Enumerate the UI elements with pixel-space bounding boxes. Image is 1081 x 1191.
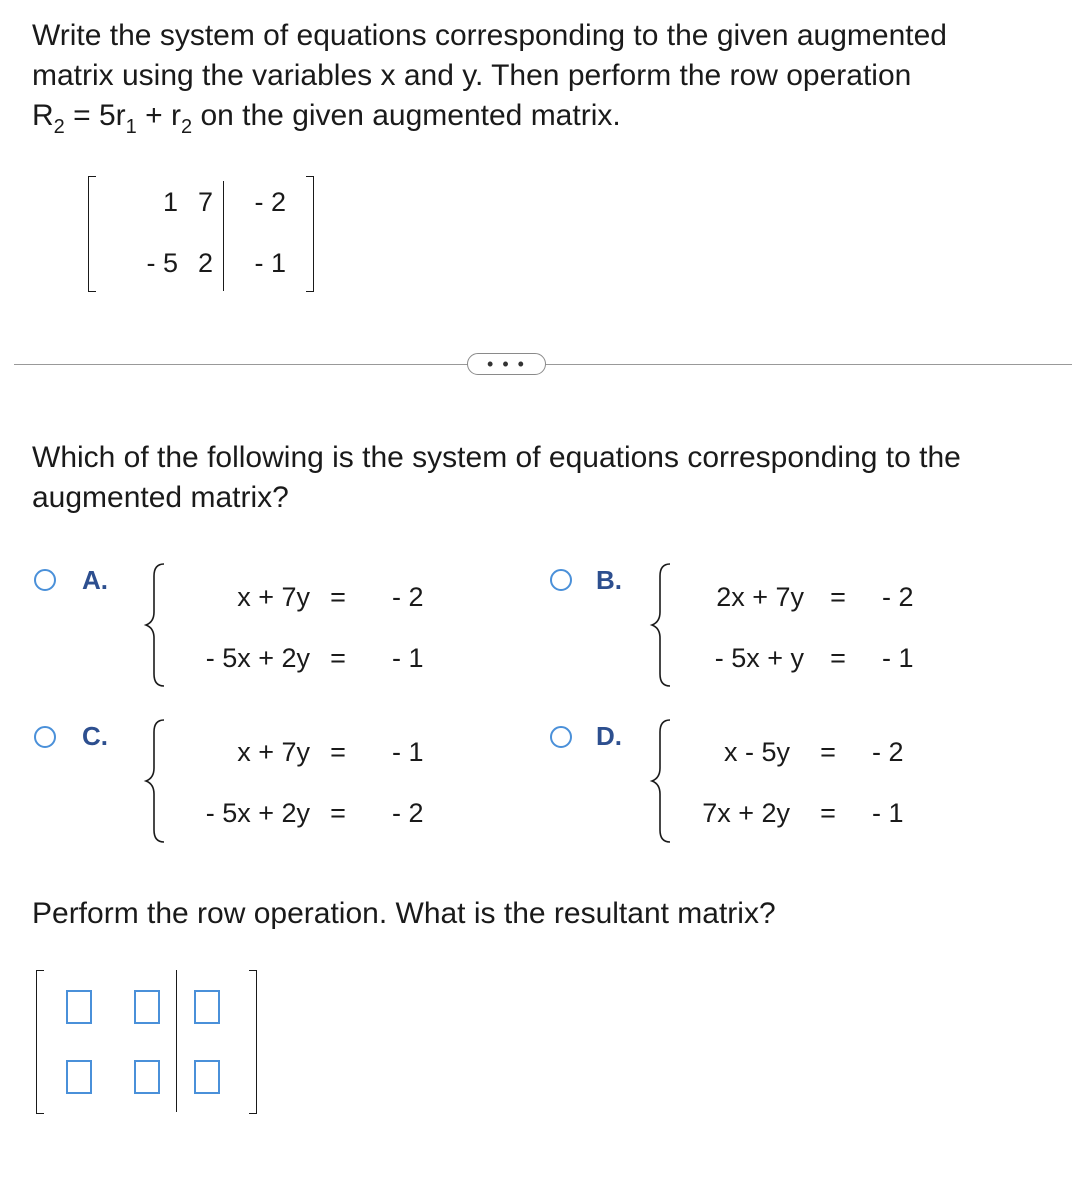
option-c-letter: C. xyxy=(82,721,108,751)
matrix-cell-r2c3: - 1 xyxy=(254,248,286,278)
question-line-2: matrix using the variables x and y. Then perform the row operation xyxy=(32,59,912,92)
option-a-radio[interactable] xyxy=(34,569,56,591)
option-b-eq1-left: 2x + 7y xyxy=(716,582,804,612)
option-d-eq1-right: - 2 xyxy=(872,737,904,767)
matrix-right-bracket xyxy=(306,176,314,292)
option-a-eq2-right: - 1 xyxy=(392,643,424,673)
option-a-eq1-right: - 2 xyxy=(392,582,424,612)
option-b-radio[interactable] xyxy=(550,569,572,591)
matrix-cell-r1c3: - 2 xyxy=(254,187,286,217)
matrix-cell-r2c2: 2 xyxy=(197,248,213,278)
answer-input-r1c2[interactable] xyxy=(134,990,160,1024)
option-c-eq1-right: - 1 xyxy=(392,737,424,767)
matrix-divider xyxy=(223,181,224,291)
option-c-eq2-equals: = xyxy=(330,798,346,828)
option-d-eq2-right: - 1 xyxy=(872,798,904,828)
matrix-cell-r1c1: 1 xyxy=(162,187,178,217)
matrix-left-bracket xyxy=(88,176,96,292)
option-b-eq2-right: - 1 xyxy=(882,643,914,673)
option-d-eq2-left: 7x + 2y xyxy=(702,798,790,828)
answer-input-r2c2[interactable] xyxy=(134,1060,160,1094)
matrix-cell-r2c1: - 5 xyxy=(146,248,178,278)
question-2-line-2: augmented matrix? xyxy=(32,481,289,514)
option-b-eq2-left: - 5x + y xyxy=(714,643,804,673)
question-2-text xyxy=(32,438,1062,518)
option-d-eq1-left: x - 5y xyxy=(723,737,790,767)
option-c-eq2-left: - 5x + 2y xyxy=(205,798,310,828)
answer-input-r2c3[interactable] xyxy=(194,1060,220,1094)
question-3-text: Perform the row operation. What is the resultant matrix? xyxy=(32,897,776,930)
question-text xyxy=(32,16,1052,139)
matrix-cell-r1c2: 7 xyxy=(197,187,213,217)
question-2-line-1: Which of the following is the system of equations corresponding to the xyxy=(32,441,961,474)
option-b-eq2-equals: = xyxy=(830,643,846,673)
option-b-eq1-right: - 2 xyxy=(882,582,914,612)
option-b-letter: B. xyxy=(596,565,622,595)
option-c-eq1-left: x + 7y xyxy=(237,737,310,767)
answer-input-r2c1[interactable] xyxy=(66,1060,92,1094)
option-a-letter: A. xyxy=(82,565,108,595)
answer-input-r1c3[interactable] xyxy=(194,990,220,1024)
option-d-eq1-equals: = xyxy=(820,737,836,767)
option-c-eq2-right: - 2 xyxy=(392,798,424,828)
show-more-button[interactable]: • • • xyxy=(467,353,546,375)
answer-matrix-divider xyxy=(176,970,177,1112)
question-line-3: $R_2 = 5r_1 + r_2$ on the given augmented matrix. xyxy=(32,99,621,138)
option-d-eq2-equals: = xyxy=(820,798,836,828)
option-d-radio[interactable] xyxy=(550,726,572,748)
option-b-eq1-equals: = xyxy=(830,582,846,612)
answer-matrix-right-bracket xyxy=(249,970,257,1114)
answer-input-r1c1[interactable] xyxy=(66,990,92,1024)
option-a-eq2-equals: = xyxy=(330,643,346,673)
question-line-1: Write the system of equations corresponding to the given augmented xyxy=(32,19,947,52)
option-a-eq1-left: x + 7y xyxy=(237,582,310,612)
option-a-eq1-equals: = xyxy=(330,582,346,612)
option-c-radio[interactable] xyxy=(34,726,56,748)
option-a-eq2-left: - 5x + 2y xyxy=(205,643,310,673)
answer-matrix-left-bracket xyxy=(36,970,44,1114)
option-c-eq1-equals: = xyxy=(330,737,346,767)
option-d-letter: D. xyxy=(596,721,622,751)
